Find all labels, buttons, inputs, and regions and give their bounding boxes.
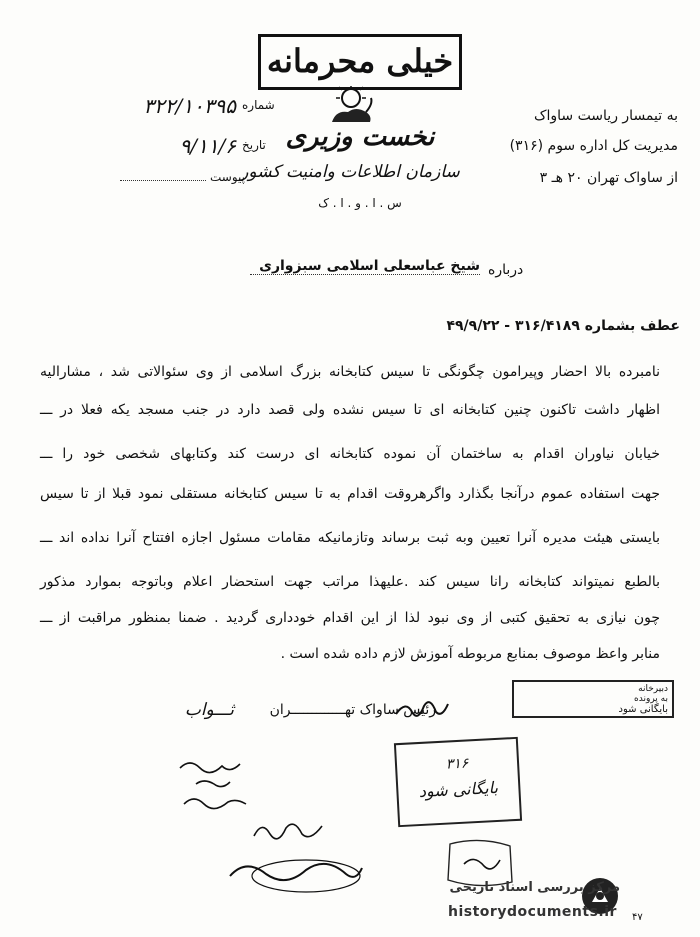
subject-value: شیخ عباسعلی اسلامی سبزواری (250, 258, 480, 275)
lion-and-sun-emblem-icon (326, 86, 376, 126)
signature-title: رئیس ساواک تهـــــــــــــران (269, 702, 436, 718)
signature-name: ثـــواب (184, 700, 234, 720)
body-line: نامبرده بالا احضار وپیرامون چگونگی تا سیس کتابخانه بزرگ اسلامی از وی سئوالاتی شد ، مشارالیه (40, 364, 660, 380)
handwritten-date-scribble-icon (226, 848, 366, 898)
date-value: ۹/۱۱/۶ (179, 134, 236, 158)
body-line: منابر واعظ موصوف بمنابع مربوطه آموزش لازم داده شده است . (280, 646, 660, 662)
address-to: به تیمسار ریاست ساواک (533, 108, 678, 124)
header-title: نخست وزیری (285, 122, 435, 152)
filing-stamp-line2: به پرونده (634, 694, 668, 704)
header-code: س . ا . و . ا . ک (318, 196, 402, 210)
body-line: چون نیازی به تحقیق کتبی از وی نبود لذا از این اقدام خودداری گردید . ضمنا بمنظور مراقبت از ـــ (40, 610, 660, 626)
handwritten-note-icon (170, 754, 260, 814)
number-value: ۳۲۲/۱۰۳۹۵ (143, 94, 236, 118)
number-label: شماره (242, 98, 275, 112)
handwritten-initials-icon (248, 812, 328, 852)
body-line: بایستی هیئت مدیره آنرا تعیین وبه ثبت برساند وتازمانیکه مقامات مسئول اجازه افتتاح آنرا نداده اند ـــ (40, 530, 660, 546)
page-number: ۴۷ (632, 912, 643, 923)
filing-stamp-line3: بایگانی شود (618, 704, 668, 715)
body-line: اظهار داشت تاکنون چنین کتابخانه ای تا سیس نشده ولی قصد دارد در جنب مسجد یکه فعلا در ـــ (40, 402, 660, 418)
reference-line: عطف بشماره ۳۱۶/۴۱۸۹ - ۴۹/۹/۲۲ (446, 318, 680, 334)
filing-stamp-line1: دبیرخانه (638, 684, 668, 694)
confidential-stamp: خیلی محرمانه (258, 34, 462, 90)
signature-scribble-icon (392, 694, 452, 724)
body-line: بالطبع نمیتواند کتابخانه رانا سیس کند .علیهذا مراتب جهت استحضار اعلام وباتوجه بموارد مذکور (40, 574, 660, 590)
watermark (448, 868, 700, 937)
body-line: خیابان نیاوران اقدام به ساختمان آن نموده کتابخانه ای درست کند وکتابهای شخصی خود را ـــ (40, 446, 660, 462)
watermark-text-en: historydocuments.ir (448, 904, 617, 920)
body-line: جهت استفاده عموم درآنجا بگذارد واگرهروقت اقدام به تا سیس کتابخانه مستقلی نمود قبلا از تا سیس (40, 486, 660, 502)
archive-stamp-box (394, 737, 522, 827)
filing-stamp-box (512, 680, 674, 718)
archive-stamp-number: ۳۱۶ (445, 755, 469, 773)
address-dept: مدیریت کل اداره سوم (۳۱۶) (509, 138, 678, 154)
watermark-text-fa: مرکز بررسی اسناد تاریخی (449, 880, 620, 895)
header-subtitle: سازمان اطلاعات وامنیت کشور (240, 162, 460, 182)
subject-label: درباره (488, 262, 524, 278)
archive-stamp-text: بایگانی شود (418, 777, 499, 802)
attachment-line (120, 180, 206, 181)
address-from: از ساواک تهران ۲۰ هـ ۳ (539, 170, 678, 186)
date-label: تاریخ (242, 138, 266, 152)
attachment-label: پیوست (210, 170, 245, 184)
